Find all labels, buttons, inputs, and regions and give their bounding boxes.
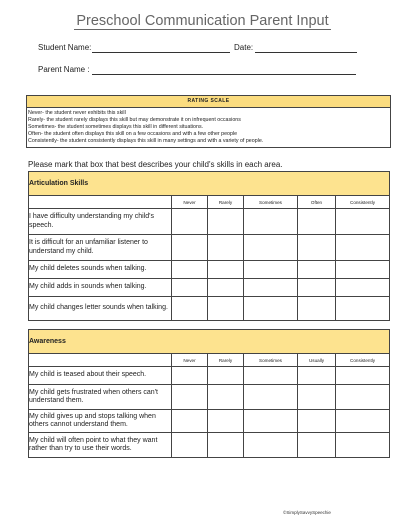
- column-header: Rarely: [208, 354, 244, 367]
- awareness-table: [28, 329, 390, 458]
- answer-box[interactable]: [208, 410, 244, 433]
- question-text: My child gives up and stops talking when others cannot understand them.: [29, 410, 172, 433]
- answer-box[interactable]: [298, 367, 336, 385]
- answer-box[interactable]: [336, 410, 390, 433]
- answer-box[interactable]: [244, 209, 298, 235]
- answer-box[interactable]: [298, 410, 336, 433]
- answer-box[interactable]: [208, 297, 244, 321]
- answer-box[interactable]: [336, 297, 390, 321]
- section-title: Articulation Skills: [29, 172, 390, 196]
- column-header: Consistently: [336, 354, 390, 367]
- column-header: Never: [172, 196, 208, 209]
- parent-name-field[interactable]: [92, 74, 356, 75]
- answer-box[interactable]: [208, 279, 244, 297]
- answer-box[interactable]: [208, 261, 244, 279]
- column-header: Often: [298, 196, 336, 209]
- answer-box[interactable]: [172, 410, 208, 433]
- date-field[interactable]: [255, 52, 357, 53]
- answer-box[interactable]: [172, 261, 208, 279]
- rating-scale-line: Never- the student never exhibits this skill: [28, 110, 126, 116]
- answer-box[interactable]: [172, 209, 208, 235]
- question-text: It is difficult for an unfamiliar listener to understand my child.: [29, 235, 172, 261]
- empty-header-cell: [29, 196, 172, 209]
- column-header: Sometimes: [244, 354, 298, 367]
- answer-box[interactable]: [208, 235, 244, 261]
- answer-box[interactable]: [244, 297, 298, 321]
- rating-scale-line: Often- the student often displays this skill on a few occasions and with a few other people: [28, 131, 238, 137]
- answer-box[interactable]: [298, 385, 336, 410]
- answer-box[interactable]: [244, 367, 298, 385]
- answer-box[interactable]: [336, 367, 390, 385]
- question-text: My child gets frustrated when others can't understand them.: [29, 385, 172, 410]
- answer-box[interactable]: [244, 279, 298, 297]
- answer-box[interactable]: [244, 410, 298, 433]
- answer-box[interactable]: [208, 367, 244, 385]
- answer-box[interactable]: [244, 261, 298, 279]
- answer-box[interactable]: [172, 297, 208, 321]
- answer-box[interactable]: [336, 235, 390, 261]
- answer-box[interactable]: [172, 279, 208, 297]
- question-text: I have difficulty understanding my child's speech.: [29, 209, 172, 235]
- student-name-field[interactable]: [92, 52, 230, 53]
- articulation-skills-table: [28, 171, 390, 321]
- empty-header-cell: [29, 354, 172, 367]
- copyright-footer: ©SimplySavvySpeechie: [283, 510, 331, 515]
- answer-box[interactable]: [172, 385, 208, 410]
- answer-box[interactable]: [244, 385, 298, 410]
- answer-box[interactable]: [298, 279, 336, 297]
- answer-box[interactable]: [172, 235, 208, 261]
- date-label: Date:: [234, 43, 254, 52]
- answer-box[interactable]: [244, 433, 298, 458]
- answer-box[interactable]: [298, 235, 336, 261]
- instructions: Please mark that box that best describes your child's skills in each area.: [28, 160, 283, 169]
- question-text: My child deletes sounds when talking.: [29, 261, 172, 279]
- answer-box[interactable]: [208, 385, 244, 410]
- page-title: Preschool Communication Parent Input: [76, 13, 329, 29]
- column-header: Sometimes: [244, 196, 298, 209]
- answer-box[interactable]: [172, 433, 208, 458]
- question-text: My child changes letter sounds when talking.: [29, 297, 172, 321]
- rating-scale-line: Consistently- the student consistently displays this skill in many settings and with a variety of people.: [28, 138, 264, 144]
- answer-box[interactable]: [336, 209, 390, 235]
- column-header: Usually: [298, 354, 336, 367]
- rating-scale-line: Sometimes- the student sometimes displays this skill in different situations.: [28, 124, 204, 130]
- answer-box[interactable]: [298, 209, 336, 235]
- answer-box[interactable]: [336, 279, 390, 297]
- answer-box[interactable]: [336, 433, 390, 458]
- rating-scale-heading: RATING SCALE: [27, 96, 390, 108]
- parent-name-label: Parent Name :: [38, 65, 90, 74]
- rating-scale-box: [26, 95, 391, 148]
- answer-box[interactable]: [298, 261, 336, 279]
- column-header: Never: [172, 354, 208, 367]
- question-text: My child is teased about their speech.: [29, 367, 172, 385]
- rating-scale-line: Rarely- the student rarely displays this skill but may demonstrate it on infrequent occasions: [28, 117, 241, 123]
- column-header: Consistently: [336, 196, 390, 209]
- answer-box[interactable]: [172, 367, 208, 385]
- question-text: My child adds in sounds when talking.: [29, 279, 172, 297]
- answer-box[interactable]: [336, 385, 390, 410]
- answer-box[interactable]: [244, 235, 298, 261]
- section-title: Awareness: [29, 330, 390, 354]
- student-name-label: Student Name:: [38, 43, 92, 52]
- answer-box[interactable]: [208, 433, 244, 458]
- answer-box[interactable]: [336, 261, 390, 279]
- answer-box[interactable]: [298, 433, 336, 458]
- answer-box[interactable]: [298, 297, 336, 321]
- answer-box[interactable]: [208, 209, 244, 235]
- question-text: My child will often point to what they want rather than try to use their words.: [29, 433, 172, 458]
- column-header: Rarely: [208, 196, 244, 209]
